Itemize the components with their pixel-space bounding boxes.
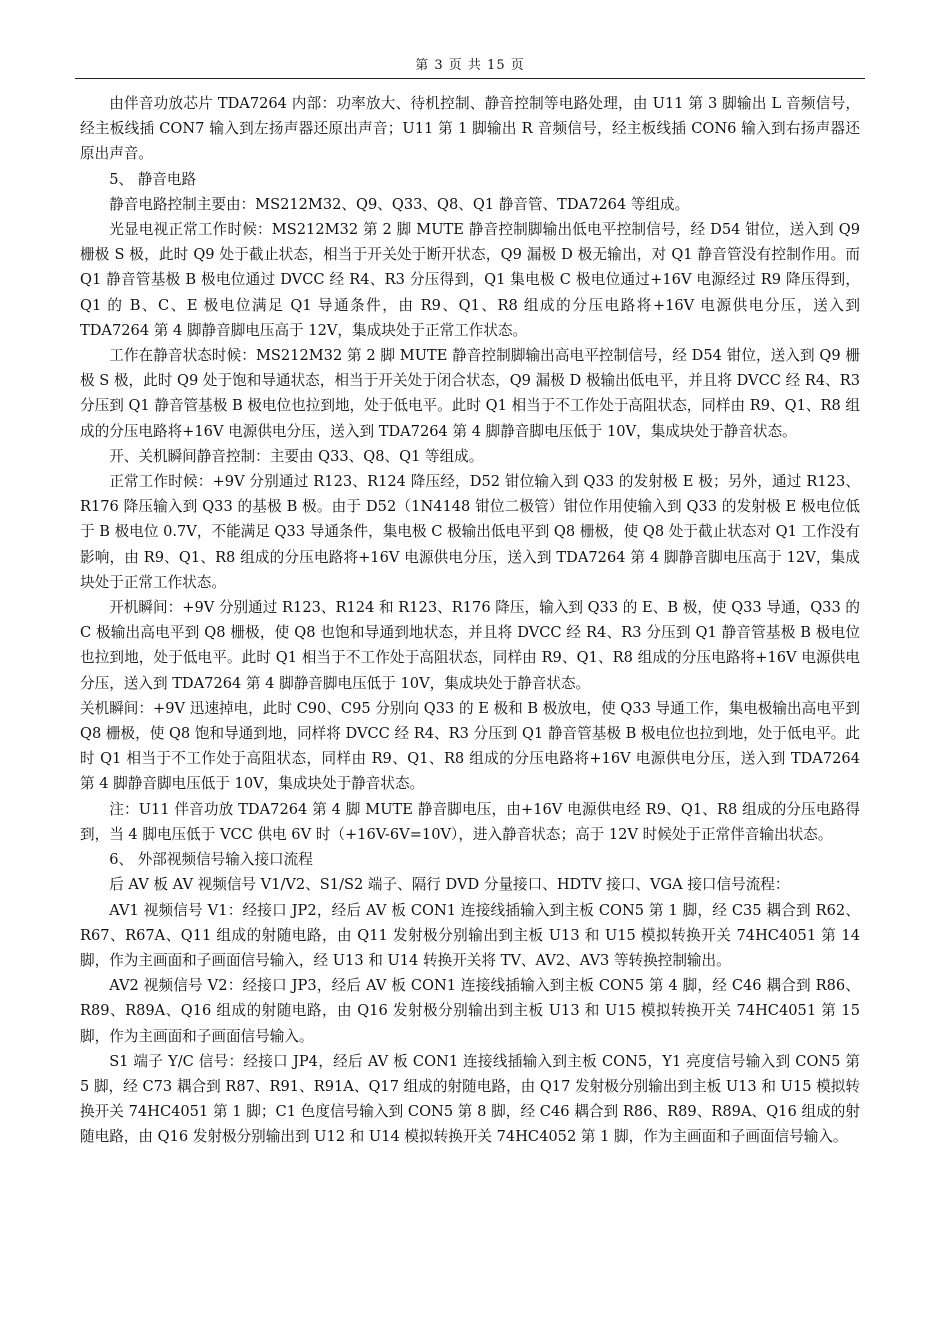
section-heading-video-input: 6、 外部视频信号输入接口流程 [109,851,313,869]
paragraph-power-off: 关机瞬间：+9V 迅速掉电，此时 C90、C95 分别向 Q33 的 E 极和 B 极放电，使 Q33 导通工作，集电极输出高电平到 Q8 栅极，使 Q8 饱和导通到地，同样将 DVCC 经 R4、R3 分压到 Q1 静音管基极 B 极电位也拉到地，处于低电平。此时 Q1 相当于不工作处于高阻状态，同样由 R9、Q1、R8 组成的分压电路将+16V 电源供电分压，送入到 TDA7264 第 4 脚静音脚电压低于 10V，集成块处于静音状态。 [80,699,860,793]
paragraph-note: 注：U11 伴音功放 TDA7264 第 4 脚 MUTE 静音脚电压，由+16V 电源供电经 R9、Q1、R8 组成的分压电路得到，当 4 脚电压低于 VCC 供电 6V 时（+16V-6V=10V），进入静音状态；高于 12V 时候处于正常伴音输出状态。 [80,800,860,843]
header-divider [75,78,865,79]
section-heading-mute-circuit: 5、 静音电路 [109,170,197,188]
paragraph-video-intro: 后 AV 板 AV 视频信号 V1/V2、S1/S2 端子、隔行 DVD 分量接口、HDTV 接口、VGA 接口信号流程： [109,876,790,894]
paragraph-audio-output: 由伴音功放芯片 TDA7264 内部：功率放大、待机控制、静音控制等电路处理，由 U11 第 3 脚输出 L 音频信号，经主板线插 CON7 输入到左扬声器还原出声音；U11 第 1 脚输出 R 音频信号，经主板线插 CON6 输入到右扬声器还原出声音。 [80,95,860,163]
paragraph-s1: S1 端子 Y/C 信号：经接口 JP4，经后 AV 板 CON1 连接线插输入到主板 CON5，Y1 亮度信号输入到 CON5 第 5 脚，经 C73 耦合到 R87、R91、R91A、Q17 组成的射随电路，由 Q17 发射极分别输出到主板 U13 和 U15 模拟转换开关 74HC4051 第 1 脚；C1 色度信号输入到 CON5 第 8 脚，经 C46 耦合到 R86、R89、R89A、Q16 组成的射随电路，由 Q16 发射极分别输出到 U12 和 U14 模拟转换开关 74HC4052 第 1 脚，作为主画面和子画面信号输入。 [80,1052,860,1146]
paragraph-power-normal: 正常工作时候：+9V 分别通过 R123、R124 降压经，D52 钳位输入到 Q33 的发射极 E 极；另外，通过 R123、R176 降压输入到 Q33 的基极 B 极。由于 D52（1N4148 钳位二极管）钳位作用使输入到 Q33 的发射极 E 极电位低于 B 极电位 0.7V，不能满足 Q33 导通条件，集电极 C 极输出低电平到 Q8 栅极，使 Q8 处于截止状态对 Q1 工作没有影响，由 R9、Q1、R8 组成的分压电路将+16V 电源供电分压，送入到 TDA7264 第 4 脚静音脚电压高于 12V，集成块处于正常工作状态。 [80,473,860,591]
page-header: 第 3 页 共 15 页 [415,58,525,73]
document-body [80,91,860,1150]
paragraph-av1: AV1 视频信号 V1：经接口 JP2，经后 AV 板 CON1 连接线插输入到主板 CON5 第 1 脚，经 C35 耦合到 R62、R67、R67A、Q11 组成的射随电路，由 Q11 发射极分别输出到主板 U13 和 U15 模拟转换开关 74HC4051 第 14 脚，作为主画面和子画面信号输入，经 U13 和 U14 转换开关将 TV、AV2、AV3 等转换控制输出。 [80,901,860,969]
paragraph-mute-state: 工作在静音状态时候：MS212M32 第 2 脚 MUTE 静音控制脚输出高电平控制信号，经 D54 钳位，送入到 Q9 栅极 S 极，此时 Q9 处于饱和导通状态，相当于开关处于闭合状态，Q9 漏极 D 极输出低电平，并且将 DVCC 经 R4、R3 分压到 Q1 静音管基极 B 极电位也拉到地，处于低电平。此时 Q1 相当于不工作处于高阻状态，同样由 R9、Q1、R8 组成的分压电路将+16V 电源供电分压，送入到 TDA7264 第 4 脚静音脚电压低于 10V，集成块处于静音状态。 [80,347,860,440]
paragraph-power-on: 开机瞬间：+9V 分别通过 R123、R124 和 R123、R176 降压，输入到 Q33 的 E、B 极，使 Q33 导通，Q33 的 C 极输出高电平到 Q8 栅极，使 Q8 也饱和导通到地状态，并且将 DVCC 经 R4、R3 分压到 Q1 静音管基极 B 极电位也拉到地，处于低电平。此时 Q1 相当于不工作处于高阻状态，同样由 R9、Q1、R8 组成的分压电路将+16V 电源供电分压，送入到 TDA7264 第 4 脚静音脚电压低于 10V，集成块处于静音状态。 [80,599,860,692]
paragraph-normal-operation: 光显电视正常工作时候：MS212M32 第 2 脚 MUTE 静音控制脚输出低电平控制信号，经 D54 钳位，送入到 Q9 栅极 S 极，此时 Q9 处于截止状态，相当于开关处于断开状态，Q9 漏极 D 极无输出，对 Q1 静音管没有控制作用。而 Q1 静音管基极 B 极电位通过 DVCC 经 R4、R3 分压得到，Q1 集电极 C 极电位通过+16V 电源经过 R9 降压得到，Q1 的 B、C、E 极电位满足 Q1 导通条件，由 R9、Q1、R8 组成的分压电路将+16V 电源供电分压，送入到 TDA7264 第 4 脚静音脚电压高于 12V，集成块处于正常工作状态。 [80,221,860,339]
paragraph-av2: AV2 视频信号 V2：经接口 JP3，经后 AV 板 CON1 连接线插输入到主板 CON5 第 4 脚，经 C46 耦合到 R86、R89、R89A、Q16 组成的射随电路，由 Q16 发射极分别输出到主板 U13 和 U15 模拟转换开关 74HC4051 第 15 脚，作为主画面和子画面信号输入。 [80,977,860,1045]
paragraph-mute-composition: 静音电路控制主要由：MS212M32、Q9、Q33、Q8、Q1 静音管、TDA7264 等组成。 [109,195,690,213]
paragraph-power-mute-intro: 开、关机瞬间静音控制：主要由 Q33、Q8、Q1 等组成。 [109,447,484,465]
